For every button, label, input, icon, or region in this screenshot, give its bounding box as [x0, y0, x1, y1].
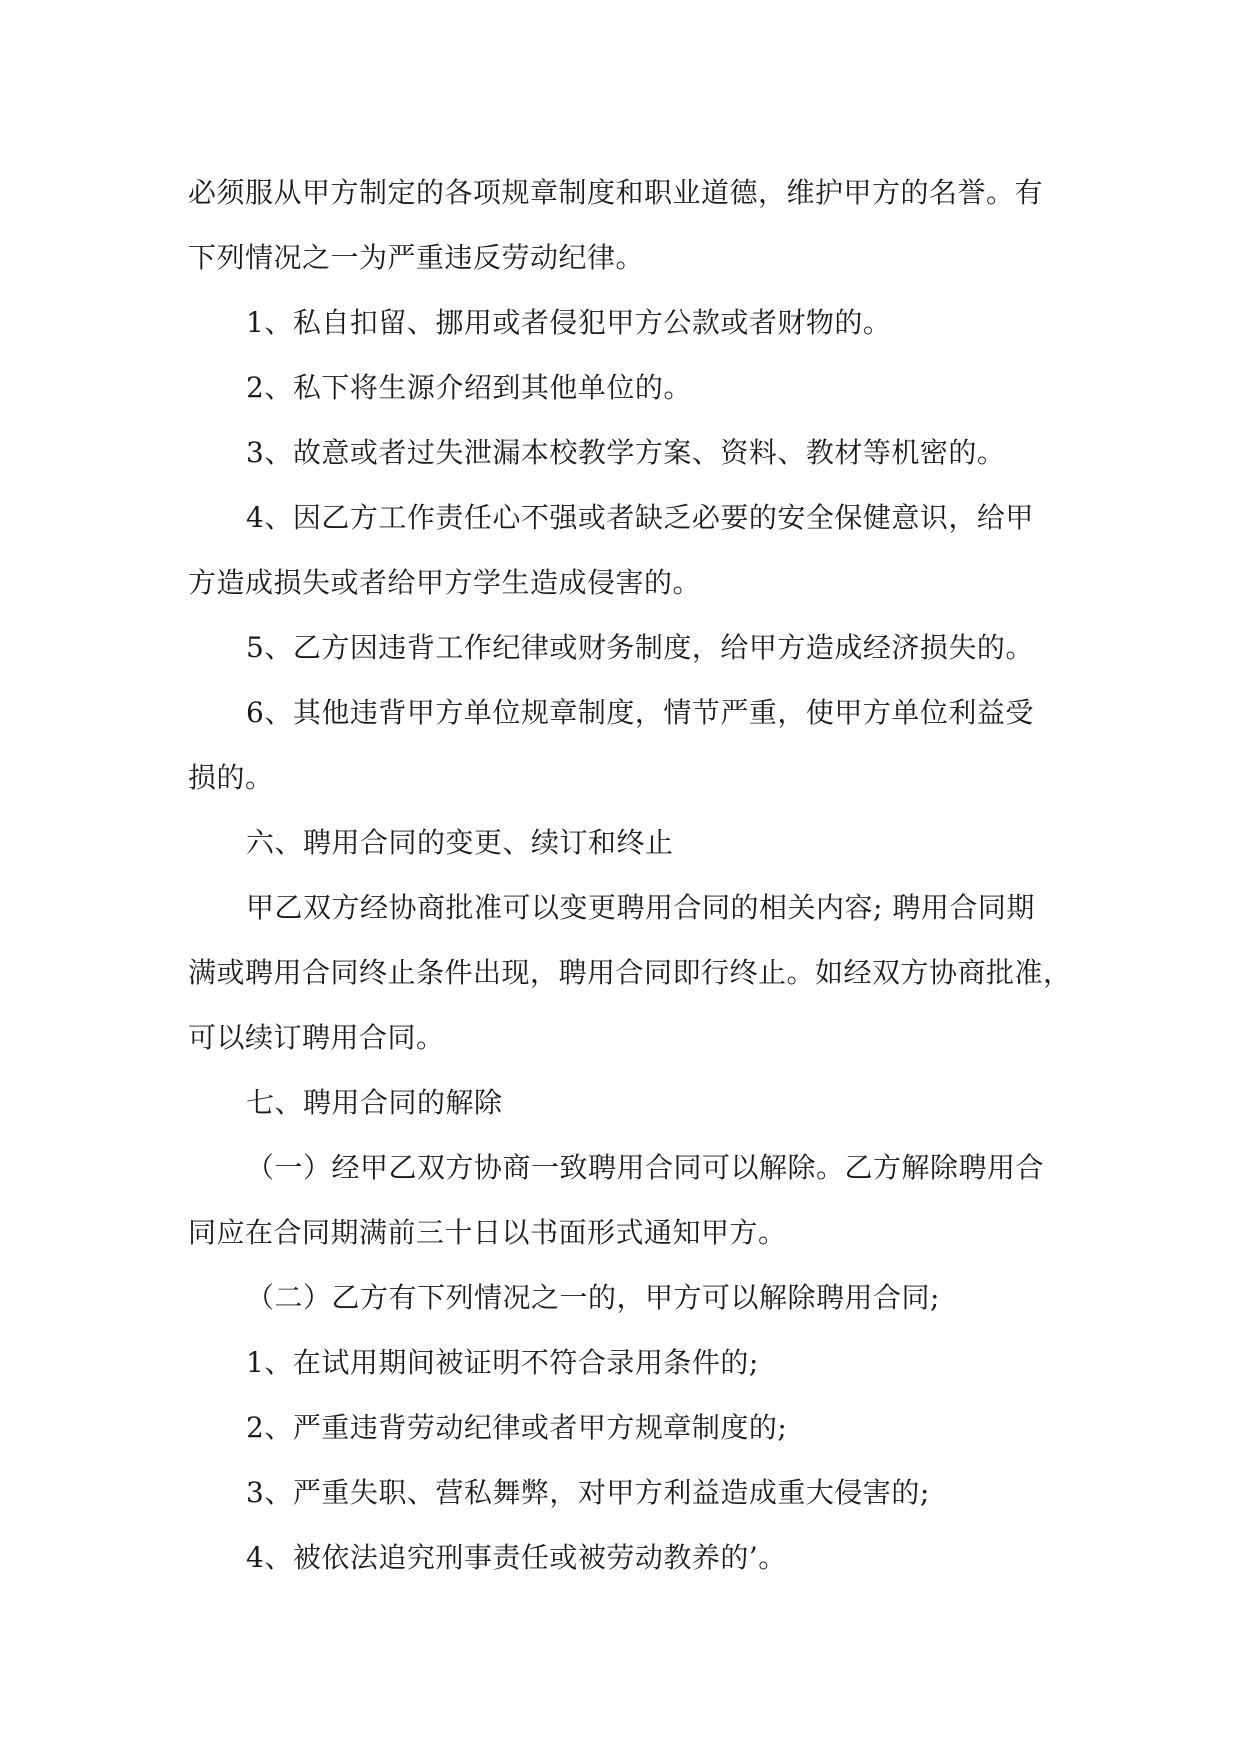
- list-item: 6、其他违背甲方单位规章制度，情节严重，使甲方单位利益受: [246, 696, 1034, 729]
- list-item: 2、私下将生源介绍到其他单位的。: [246, 371, 692, 404]
- text-line: 同应在合同期满前三十日以书面形式通知甲方。: [188, 1216, 787, 1249]
- document-body: [188, 160, 1072, 1590]
- list-item: 5、乙方因违背工作纪律或财务制度，给甲方造成经济损失的。: [246, 631, 1034, 664]
- list-item: 4、因乙方工作责任心不强或者缺乏必要的安全保健意识，给甲: [246, 501, 1034, 534]
- paragraph-line: 甲乙双方经协商批准可以变更聘用合同的相关内容; 聘用合同期: [246, 891, 1035, 924]
- list-item: 1、私自扣留、挪用或者侵犯甲方公款或者财物的。: [246, 306, 892, 339]
- list-item: 2、严重违背劳动纪律或者甲方规章制度的;: [246, 1411, 788, 1444]
- list-item: 1、在试用期间被证明不符合录用条件的;: [246, 1346, 759, 1379]
- text-line: 满或聘用合同终止条件出现，聘用合同即行终止。如经双方协商批准，: [188, 956, 1072, 989]
- list-item: 3、故意或者过失泄漏本校教学方案、资料、教材等机密的。: [246, 436, 1006, 469]
- text-line: 方造成损失或者给甲方学生造成侵害的。: [188, 566, 702, 599]
- text-line: 下列情况之一为严重违反劳动纪律。: [188, 241, 645, 274]
- text-line: 必须服从甲方制定的各项规章制度和职业道德，维护甲方的名誉。有: [188, 176, 1044, 209]
- list-item: 4、被依法追究刑事责任或被劳动教养的’。: [246, 1541, 787, 1574]
- paragraph-line: （一）经甲乙双方协商一致聘用合同可以解除。乙方解除聘用合: [246, 1151, 1045, 1184]
- section-heading: 七、聘用合同的解除: [246, 1086, 503, 1119]
- section-heading: 六、聘用合同的变更、续订和终止: [246, 826, 674, 859]
- text-line: 可以续订聘用合同。: [188, 1021, 445, 1054]
- text-line: 损的。: [188, 761, 274, 794]
- paragraph-line: （二）乙方有下列情况之一的，甲方可以解除聘用合同;: [246, 1281, 940, 1314]
- list-item: 3、严重失职、营私舞弊，对甲方利益造成重大侵害的;: [246, 1476, 930, 1509]
